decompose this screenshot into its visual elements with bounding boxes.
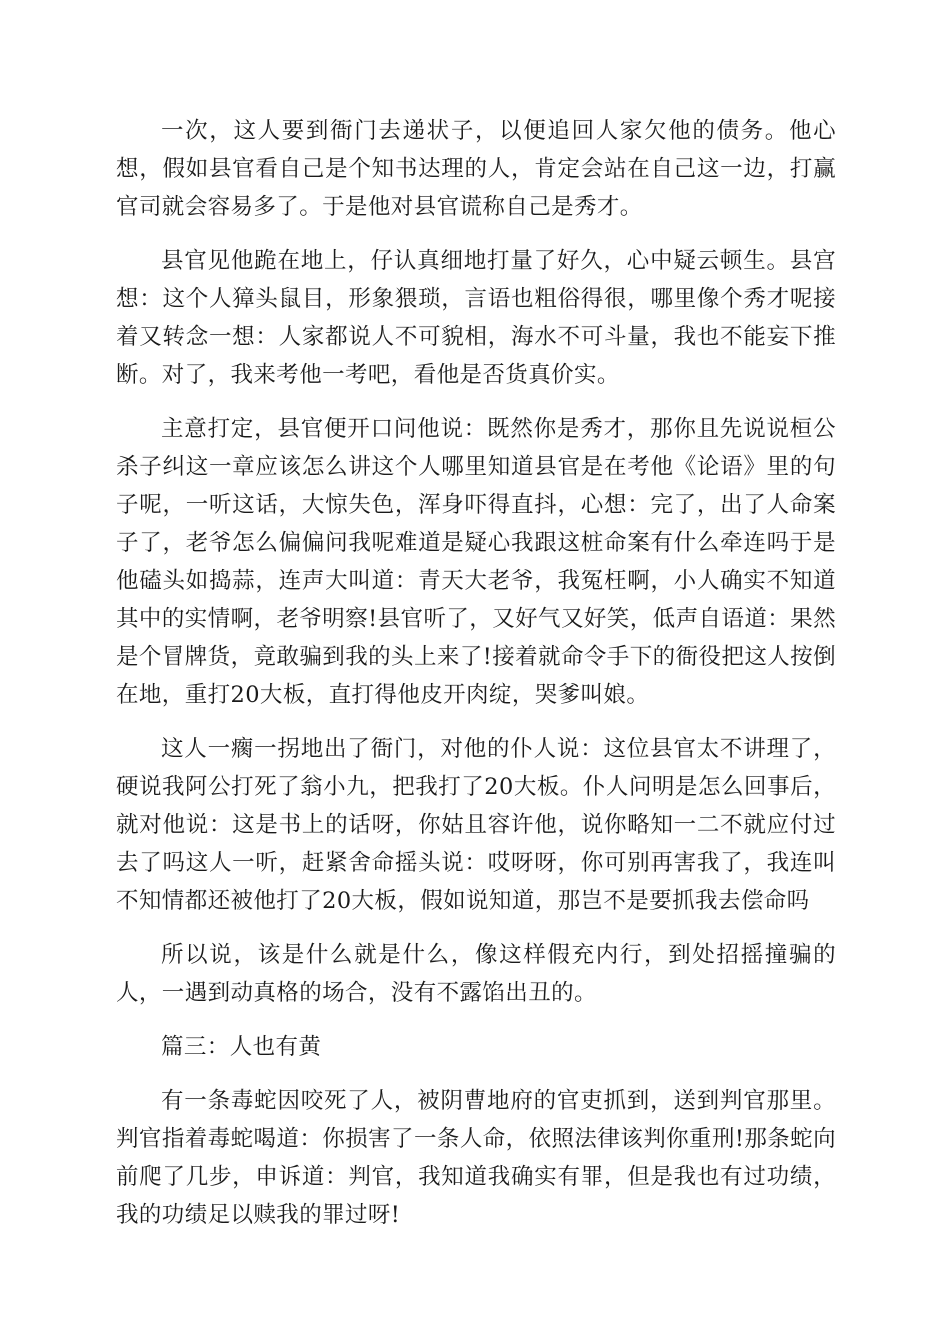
paragraph-6: 有一条毒蛇因咬死了人，被阴曹地府的官吏抓到，送到判官那里。判官指着毒蛇喝道：你损害了一条人命，依照法律该判你重刑!那条蛇向前爬了几步，申诉道：判官，我知道我确实有罪，但是我也有过功绩，我的功绩足以赎我的罪过呀! (116, 1088, 836, 1228)
paragraph-2: 县官见他跪在地上，仔认真细地打量了好久，心中疑云顿生。县宫想：这个人獐头鼠目，形象猥琐，言语也粗俗得很，哪里像个秀才呢接着又转念一想：人家都说人不可貌相，海水不可斗量，我也不能妄下推断。对了，我来考他一考吧，看他是否货真价实。 (116, 248, 836, 388)
paragraph-3: 主意打定，县官便开口问他说：既然你是秀才，那你且先说说桓公杀子纠这一章应该怎么讲这个人哪里知道县官是在考他《论语》里的句子呢，一听这话，大惊失色，浑身吓得直抖，心想：完了，出了人命案子了，老爷怎么偏偏问我呢难道是疑心我跟这桩命案有什么牵连吗于是他磕头如捣蒜，连声大叫道：青天大老爷，我冤枉啊，小人确实不知道其中的实情啊，老爷明察!县官听了，又好气又好笑，低声自语道：果然是个冒牌货，竟敢骗到我的头上来了!接着就命令手下的衙役把这人按倒在地，重打20大板，直打得他皮开肉绽，哭爹叫娘。 (116, 416, 836, 708)
paragraph-4: 这人一瘸一拐地出了衙门，对他的仆人说：这位县官太不讲理了，硬说我阿公打死了翁小九，把我打了20大板。仆人问明是怎么回事后，就对他说：这是书上的话呀，你姑且容许他，说你略知一二不就应付过去了吗这人一听，赶紧舍命摇头说：哎呀呀，你可别再害我了，我连叫不知情都还被他打了20大板，假如说知道，那岂不是要抓我去偿命吗 (116, 736, 836, 914)
paragraph-5: 所以说，该是什么就是什么，像这样假充内行，到处招摇撞骗的人，一遇到动真格的场合，没有不露馅出丑的。 (116, 942, 836, 1006)
document-body (116, 112, 836, 1250)
paragraph-1: 一次，这人要到衙门去递状子，以便追回人家欠他的债务。他心想，假如县官看自己是个知书达理的人，肯定会站在自己这一边，打赢官司就会容易多了。于是他对县官谎称自己是秀才。 (116, 118, 836, 220)
section-heading: 篇三：人也有黄 (161, 1034, 322, 1060)
